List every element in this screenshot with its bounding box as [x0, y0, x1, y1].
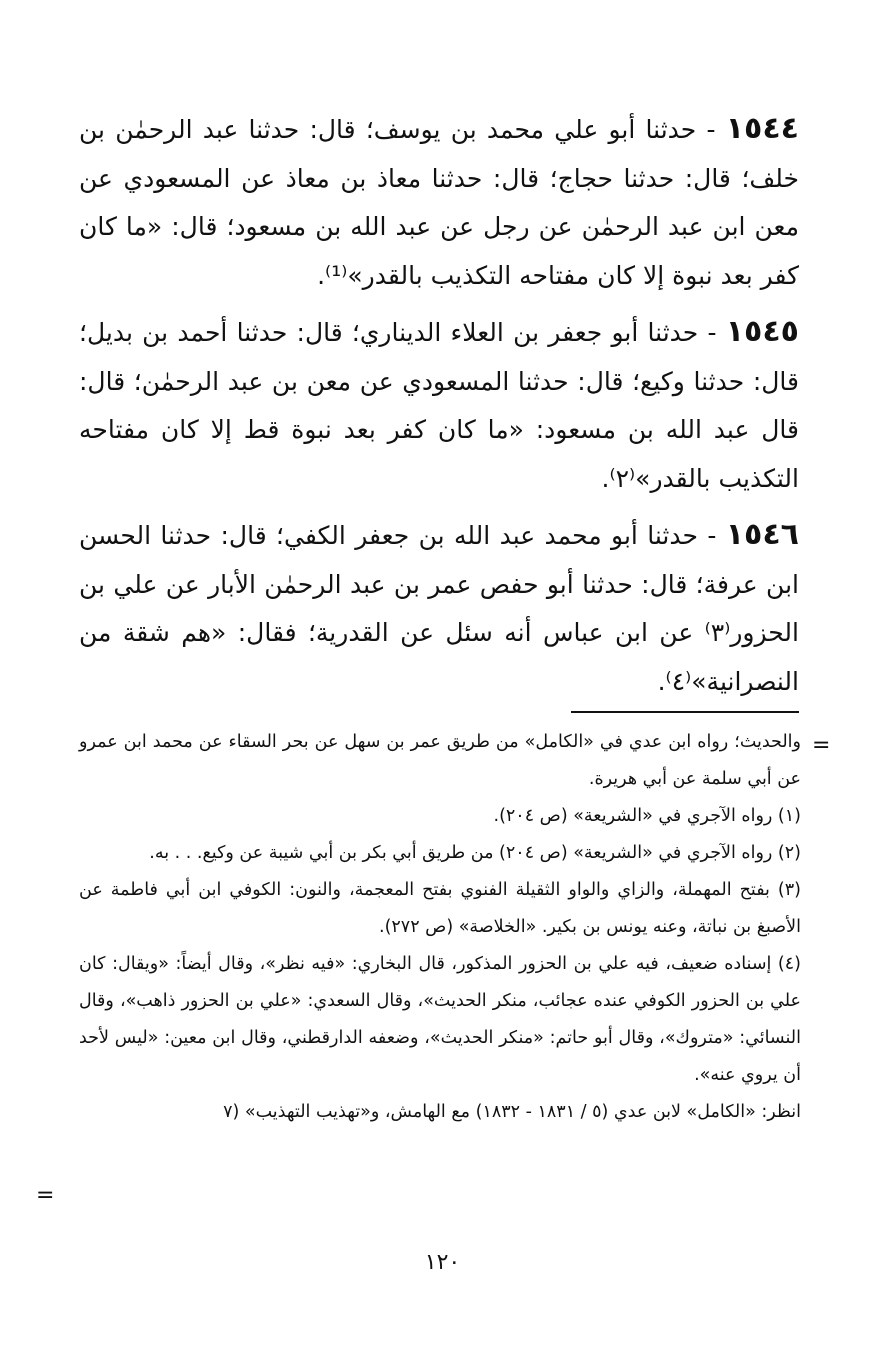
entry-number: ١٥٤٥ — [725, 314, 799, 349]
entry-number: ١٥٤٤ — [725, 111, 799, 146]
footnotes — [79, 724, 801, 1131]
footnote-4: (٤) إسناده ضعيف، فيه علي بن الحزور المذكور، قال البخاري: «فيه نظر»، وقال أيضاً: «ويقال: كان علي بن الحزور الكوفي عنده عجائب، منكر الحديث»، وقال السعدي: «علي بن الحزور ذاهب»، وقال النسائي: «متروك»، وقال أبو حاتم: «منكر الحديث»، وضعفه الدارقطني، وقال ابن معين: «ليس لأحد أن يروي عنه». — [79, 954, 801, 1085]
hadith-entry-1544 — [79, 105, 799, 300]
entry-text: - حدثنا أبو محمد عبد الله بن جعفر الكفي؛ قال: حدثنا الحسن ابن عرفة؛ قال: حدثنا أبو حفص عمر بن عبد الرحمٰن الأبار عن علي بن الحزور⁽٣⁾ عن ابن عباس أنه سئل عن القدرية؛ فقال: «هم شقة من النصرانية»⁽٤⁾. — [79, 521, 799, 696]
page-number: ١٢٠ — [424, 1250, 461, 1275]
footnote-1: (١) رواه الآجري في «الشريعة» (ص ٢٠٤). — [493, 806, 801, 826]
footnote-continued: والحديث؛ رواه ابن عدي في «الكامل» من طريق عمر بن سهل عن بحر السقاء عن محمد ابن عمرو عن أبي سلمة عن أبي هريرة. — [79, 732, 801, 789]
main-text — [79, 105, 799, 714]
entry-number: ١٥٤٦ — [725, 517, 799, 552]
footnote-2: (٢) رواه الآجري في «الشريعة» (ص ٢٠٤) من طريق أبي بكر بن أبي شيبة عن وكيع. . . به. — [149, 843, 801, 863]
entry-text: - حدثنا أبو علي محمد بن يوسف؛ قال: حدثنا عبد الرحمٰن بن خلف؛ قال: حدثنا حجاج؛ قال: حدثنا معاذ بن معاذ عن المسعودي عن معن ابن عبد الرحمٰن عن رجل عن عبد الله بن مسعود؛ قال: «ما كان كفر بعد نبوة إلا كان مفتاحه التكذيب بالقدر»⁽¹⁾. — [79, 115, 799, 290]
continuation-mark-bottom: = — [36, 1183, 55, 1208]
footnote-separator — [571, 711, 799, 713]
hadith-entry-1546 — [79, 511, 799, 706]
footnote-3: (٣) بفتح المهملة، والزاي والواو الثقيلة الفنوي بفتح المعجمة، والنون: الكوفي ابن أبي فاطمة عن الأصبغ بن نباتة، وعنه يونس بن بكير. «الخلاصة» (ص ٢٧٢). — [79, 880, 801, 937]
continuation-mark-top: = — [812, 733, 831, 758]
entry-text: - حدثنا أبو جعفر بن العلاء الديناري؛ قال: حدثنا أحمد بن بديل؛ قال: حدثنا وكيع؛ قال: حدثنا المسعودي عن معن بن عبد الرحمٰن؛ قال: قال عبد الله بن مسعود: «ما كان كفر بعد نبوة قط إلا كان مفتاحه التكذيب بالقدر»⁽٢⁾. — [79, 318, 799, 493]
hadith-entry-1545 — [79, 308, 799, 503]
footnote-reference: انظر: «الكامل» لابن عدي (٥ / ١٨٣١ - ١٨٣٢) مع الهامش، و«تهذيب التهذيب» (٧ — [223, 1102, 801, 1122]
